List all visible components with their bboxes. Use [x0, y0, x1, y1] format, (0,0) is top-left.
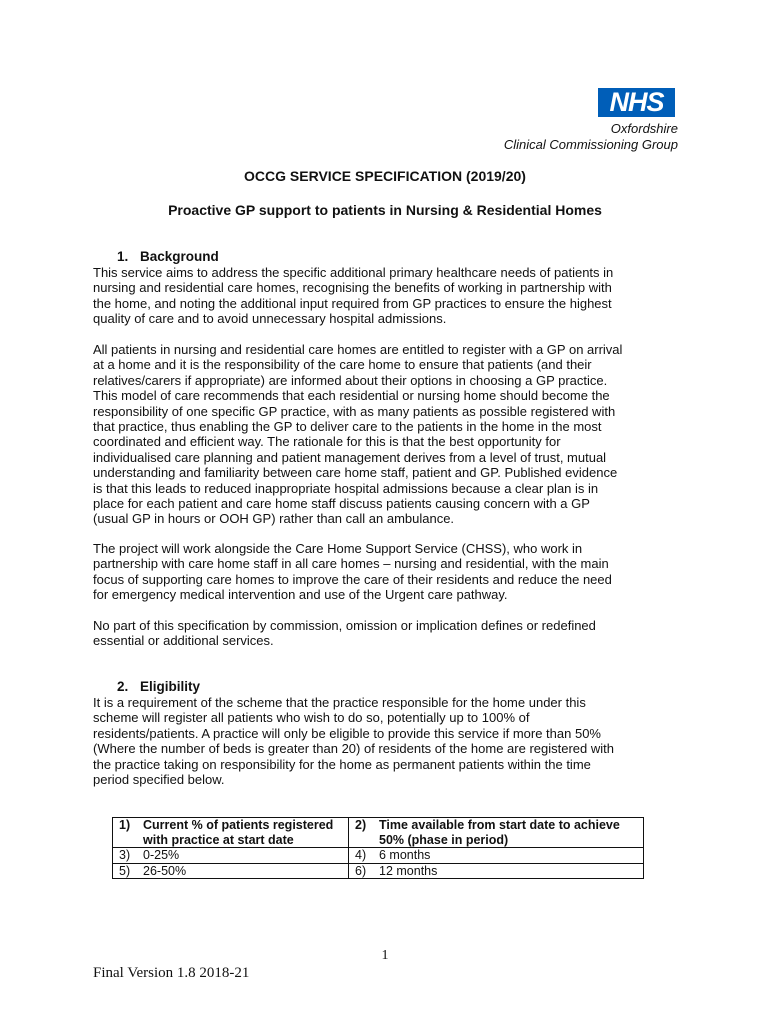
text-line: No part of this specification by commission, omission or implication defines or redefined: [93, 618, 596, 633]
section-number: 2.: [117, 679, 129, 694]
background-paragraph-2: [93, 342, 693, 527]
text-line: The project will work alongside the Care Home Support Service (CHSS), who work in: [93, 541, 583, 556]
cell-text: 0-25%: [143, 848, 180, 862]
header-text: Current % of patients registered: [143, 818, 334, 832]
text-line: essential or additional services.: [93, 633, 274, 649]
cell-number: 4): [355, 848, 367, 862]
text-line: residents/patients. A practice will only be eligible to provide this service if more than 50%: [93, 725, 601, 741]
cell-number: 6): [355, 863, 367, 878]
text-line: that practice, thus enabling the GP to deliver care to the patients in the home in the most: [93, 419, 602, 435]
cell-number: 3): [119, 848, 131, 862]
nhs-logo: NHS: [598, 88, 675, 117]
header-text: with practice at start date: [143, 832, 294, 847]
cell-number: 1): [119, 818, 131, 832]
text-line: for emergency medical intervention and use of the Urgent care pathway.: [93, 587, 508, 603]
text-line: is that this leads to reduced inappropriate hospital admissions because a clear plan is in: [93, 480, 599, 496]
footer-version: Final Version 1.8 2018-21: [93, 965, 250, 981]
header-text: Time available from start date to achieve: [379, 818, 620, 832]
text-line: All patients in nursing and residential care homes are entitled to register with a GP on arrival: [93, 342, 623, 357]
table-cell: [113, 848, 349, 864]
text-line: understanding and familiarity between care home staff, patient and GP. Published evidence: [93, 465, 618, 481]
text-line: (usual GP in hours or OOH GP) rather than call an ambulance.: [93, 511, 455, 527]
text-line: at a home and it is the responsibility of the care home to ensure that patients (and their: [93, 357, 592, 373]
table-cell: [349, 863, 644, 879]
eligibility-paragraph: [93, 695, 693, 787]
text-line: This service aims to address the specific additional primary healthcare needs of patients in: [93, 265, 614, 280]
text-line: (Where the number of beds is greater than 20) of residents of the home are registered with: [93, 741, 614, 757]
cell-text: 26-50%: [143, 863, 187, 878]
text-line: quality of care and to avoid unnecessary hospital admissions.: [93, 311, 447, 327]
section-number: 1.: [117, 249, 129, 264]
text-line: partnership with care home staff in all care homes – nursing and residential, with the main: [93, 556, 609, 572]
text-line: responsibility of one specific GP practice, with as many patients as possible registered with: [93, 403, 616, 419]
page-number: 1: [381, 948, 389, 963]
org-name-line-2: Clinical Commissioning Group: [503, 137, 678, 152]
cell-number: 2): [355, 818, 367, 832]
section-heading-eligibility: [117, 679, 200, 695]
section-title: Background: [140, 249, 219, 264]
cell-number: 5): [119, 863, 131, 878]
table-row: [113, 848, 644, 864]
text-line: place for each patient and care home staff discuss patients causing concern with a GP: [93, 496, 590, 512]
table-row: [113, 863, 644, 879]
document-subtitle: Proactive GP support to patients in Nursing & Residential Homes: [168, 202, 602, 218]
cell-text: 12 months: [379, 863, 438, 878]
background-paragraph-4: [93, 618, 693, 649]
background-paragraph-3: [93, 541, 693, 603]
eligibility-table: [112, 817, 644, 879]
table-header-row: [113, 818, 644, 848]
text-line: focus of supporting care homes to improve the care of their residents and reduce the need: [93, 571, 612, 587]
text-line: coordinated and efficient way. The rationale for this is that the best opportunity for: [93, 434, 561, 450]
section-title: Eligibility: [140, 679, 201, 694]
text-line: This model of care recommends that each residential or nursing home should become the: [93, 388, 610, 404]
org-name-line-1: Oxfordshire: [610, 121, 678, 136]
section-heading-background: [117, 249, 219, 265]
table-cell: [113, 863, 349, 879]
table-cell: [349, 848, 644, 864]
text-line: the home, and noting the additional input required from GP practices to ensure the highest: [93, 295, 612, 311]
text-line: relatives/carers if appropriate) are informed about their options in choosing a GP practice.: [93, 372, 608, 388]
table-header-cell: [113, 818, 349, 848]
text-line: individualised care planning and patient management derives from a level of trust, mutual: [93, 449, 607, 465]
text-line: period specified below.: [93, 772, 225, 788]
text-line: the practice taking on responsibility for the home as permanent patients within the time: [93, 756, 591, 772]
document-title: OCCG SERVICE SPECIFICATION (2019/20): [244, 168, 526, 184]
background-paragraph-1: [93, 265, 693, 327]
header-text: 50% (phase in period): [379, 832, 509, 847]
text-line: It is a requirement of the scheme that the practice responsible for the home under this: [93, 695, 586, 710]
text-line: scheme will register all patients who wish to do so, potentially up to 100% of: [93, 710, 530, 726]
cell-text: 6 months: [379, 848, 431, 862]
table-header-cell: [349, 818, 644, 848]
text-line: nursing and residential care homes, recognising the benefits of working in partnership with: [93, 280, 612, 296]
